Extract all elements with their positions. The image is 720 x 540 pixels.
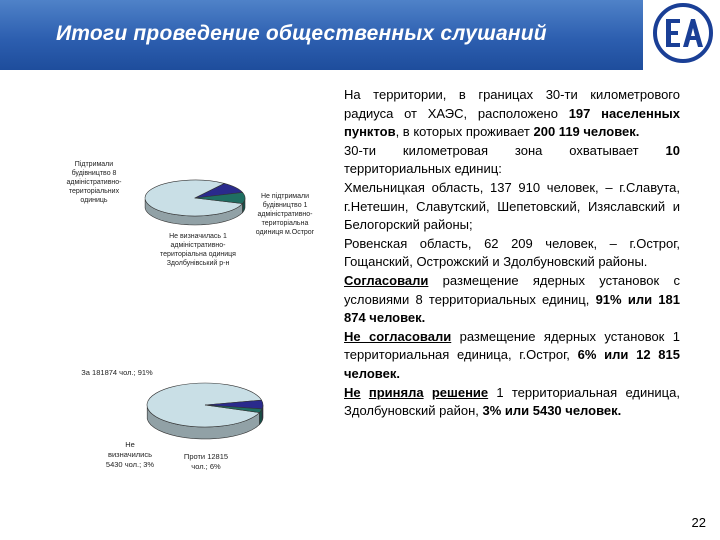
paragraph-disagreed <box>344 328 680 384</box>
text: На территории, в границах 30-ти километрового радиуса от ХАЭС, расположено <box>344 87 680 121</box>
top-label-supported: Підтримали будівництво 8 адміністративно-територіальних одиниць <box>66 161 122 204</box>
agreed-label: Согласовали <box>344 272 429 288</box>
disagreed-value: 6% или 12 815 человек. <box>344 347 680 381</box>
summary-text <box>344 86 680 421</box>
text: территориальных единиц: <box>344 161 502 177</box>
text: , в которых проживает <box>395 124 534 140</box>
disagreed-label: Не согласовали <box>344 328 452 344</box>
paragraph-zone <box>344 142 680 179</box>
paragraph-agreed <box>344 272 680 328</box>
population-count: 200 119 человек. <box>533 124 640 140</box>
paragraph-rivne: Ровенская область, 62 209 человек, – г.Острог, Гощанский, Острожский и Здолбуновский районы. <box>344 235 680 270</box>
top-label-not-supported: Не підтримали будівництво 1 адміністративно-територіальна одиниця м.Острог <box>255 193 315 236</box>
paragraph-undecided <box>344 384 680 421</box>
bottom-label-against: Проти 12815 чол.; 6% <box>183 452 229 471</box>
agreed-value: 91% или 181 874 человек. <box>344 291 680 326</box>
bottom-pie-chart <box>147 383 263 439</box>
text: размещение ядерных установок 1 территориальная единица, г.Острог, <box>344 328 680 363</box>
top-label-undecided: Не визначилась 1 адміністративно-територіальна одиниця Здолбунівський р-н <box>160 233 236 267</box>
settlements-count: 197 населенных пунктов <box>344 105 680 140</box>
undecided-value: 3% или 5430 человек. <box>482 403 622 419</box>
text: размещение ядерных установок с условиями 8 территориальных единиц, <box>344 272 680 307</box>
text: 1 территориальная единица, Здолбуновский район, <box>344 384 680 419</box>
bottom-label-undecided: Не визначились 5430 чол.; 3% <box>105 440 155 469</box>
units-count: 10 <box>665 142 680 158</box>
paragraph-khmelnytskyi: Хмельницкая область, 137 910 человек, – г.Славута, г.Нетешин, Славутский, Шепетовский, Изяславский и Белогорский районы; <box>344 179 680 233</box>
text: 30-ти километровая зона охватывает <box>344 142 666 158</box>
page-number: 22 <box>691 515 706 530</box>
undecided-label-1: Не <box>344 384 361 400</box>
top-pie-chart <box>145 180 245 225</box>
paragraph-settlements <box>344 86 680 142</box>
undecided-label-3: решение <box>431 384 489 400</box>
undecided-label-2: приняла <box>368 384 424 400</box>
bottom-label-for: За 181874 чол.; 91% <box>81 368 153 377</box>
page-title: Итоги проведение общественных слушаний <box>56 22 547 45</box>
